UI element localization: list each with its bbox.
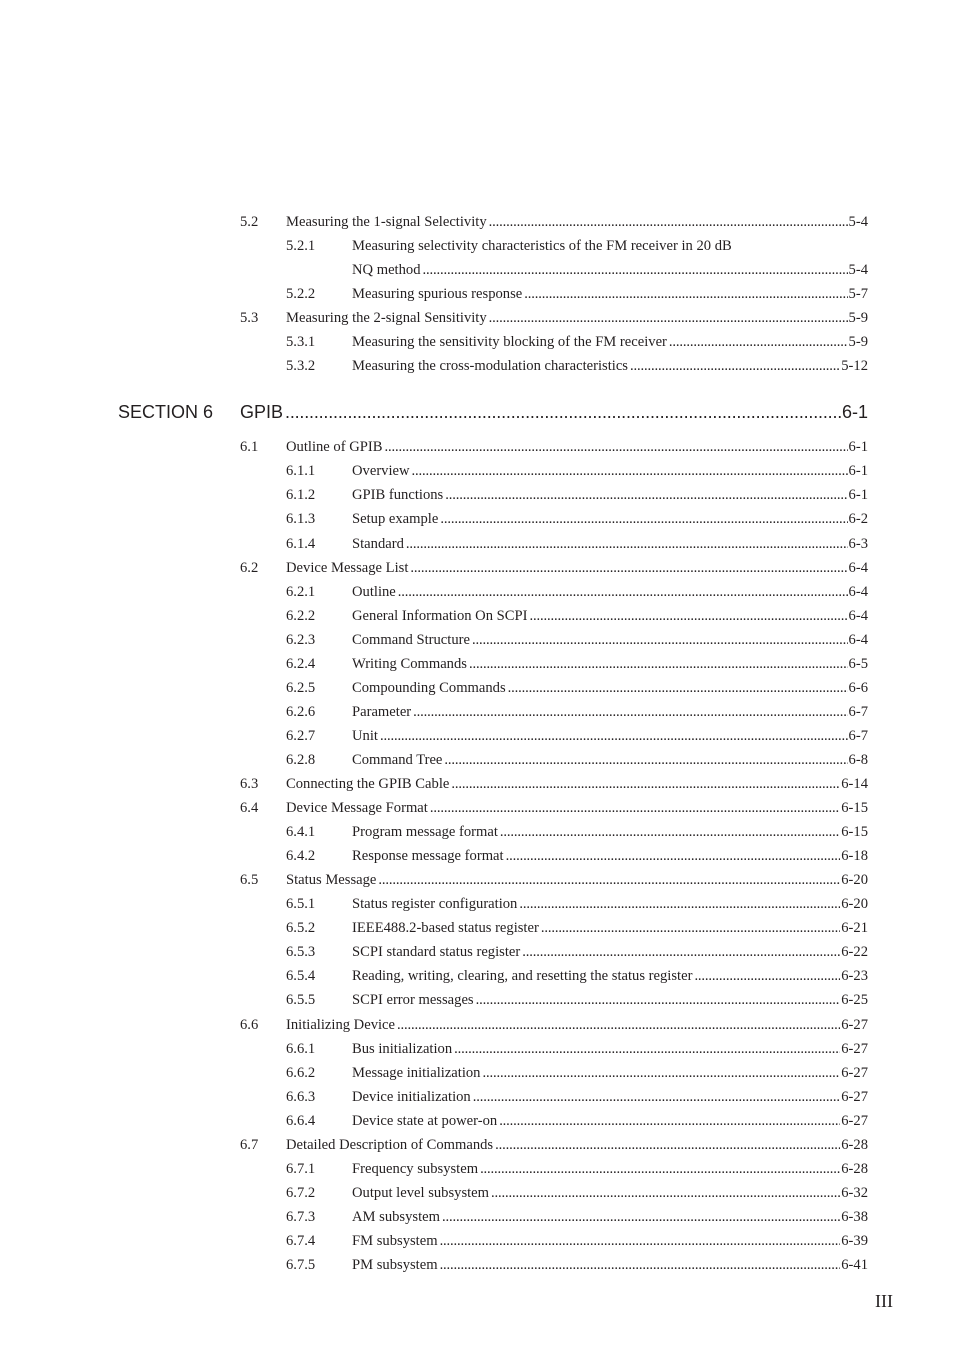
toc-entry-title: Outline of GPIB (286, 439, 383, 455)
dot-leader (285, 400, 841, 424)
toc-entry[interactable] (286, 1207, 868, 1227)
toc-entry[interactable] (286, 918, 868, 938)
toc-entry[interactable] (286, 606, 868, 626)
toc-entry-page: 6-15 (841, 800, 868, 816)
toc-entry-number: 6.2.3 (286, 632, 316, 648)
toc-entry-page: 6-7 (848, 704, 868, 720)
toc-entry-number: 6.5.5 (286, 992, 316, 1008)
toc-section-entry[interactable] (118, 400, 868, 424)
toc-entry[interactable] (240, 1015, 868, 1035)
toc-entry[interactable] (286, 678, 868, 698)
toc-entry-page: 6-28 (841, 1137, 868, 1153)
toc-entry-number: 6.7 (240, 1137, 259, 1153)
toc-entry-number: 6.5.1 (286, 896, 316, 912)
toc-entry[interactable] (240, 774, 868, 794)
toc-entry[interactable] (286, 1111, 868, 1131)
toc-entry[interactable] (286, 509, 868, 529)
toc-entry-title: General Information On SCPI (352, 608, 528, 624)
toc-entry-page: 6-27 (841, 1113, 868, 1129)
toc-entry[interactable] (286, 966, 868, 986)
toc-entry-title: Measuring the cross-modulation characteristics (352, 358, 628, 374)
toc-entry-title: Frequency subsystem (352, 1161, 479, 1177)
toc-entry-title: Initializing Device (286, 1017, 396, 1033)
toc-entry[interactable] (286, 332, 868, 352)
toc-entry[interactable] (286, 942, 868, 962)
toc-entry-page: 6-2 (848, 511, 868, 527)
toc-entry-title: Writing Commands (352, 656, 467, 672)
toc-entry-title: AM subsystem (352, 1209, 440, 1225)
dot-leader (489, 212, 848, 232)
toc-entry-number: 6.2.4 (286, 656, 316, 672)
toc-entry-title: Status Message (286, 872, 377, 888)
toc-entry-number: 6.5.2 (286, 920, 316, 936)
toc-entry-page: 5-9 (848, 310, 868, 326)
toc-entry-number: 5.2.2 (286, 286, 316, 302)
toc-entry-number: 6.7.5 (286, 1257, 316, 1273)
toc-entry[interactable] (286, 356, 868, 376)
toc-entry-number: 6.1.3 (286, 511, 316, 527)
toc-entry-page: 6-32 (841, 1185, 868, 1201)
toc-entry-page: 6-27 (841, 1065, 868, 1081)
toc-entry-number: 6.4.2 (286, 848, 316, 864)
dot-leader (489, 308, 848, 328)
toc-entry-page: 6-8 (848, 752, 868, 768)
toc-entry[interactable] (286, 894, 868, 914)
dot-leader (669, 332, 848, 352)
toc-entry-page: 5-7 (848, 286, 868, 302)
toc-entry-title: Detailed Description of Commands (286, 1137, 494, 1153)
toc-entry-number: 6.6 (240, 1017, 259, 1033)
toc-entry-title: Overview (352, 463, 410, 479)
toc-entry-number: 6.1.4 (286, 536, 316, 552)
toc-entry[interactable] (286, 726, 868, 746)
toc-entry[interactable] (286, 284, 868, 304)
toc-entry[interactable] (286, 1159, 868, 1179)
dot-leader (397, 1015, 840, 1035)
toc-entry-page: 6-4 (848, 608, 868, 624)
toc-entry-page: 6-4 (848, 560, 868, 576)
toc-entry[interactable] (286, 1039, 868, 1059)
dot-leader (440, 1255, 841, 1275)
toc-entry-page: 6-15 (841, 824, 868, 840)
toc-entry-page: 6-27 (841, 1017, 868, 1033)
dot-leader (530, 606, 848, 626)
dot-leader (506, 846, 841, 866)
toc-entry-page: 6-28 (841, 1161, 868, 1177)
dot-leader (380, 726, 848, 746)
toc-entry-number: 6.6.3 (286, 1089, 316, 1105)
toc-entry-page: 5-4 (848, 262, 868, 278)
dot-leader (630, 356, 840, 376)
toc-entry-number: 6.2.8 (286, 752, 316, 768)
dot-leader (384, 437, 847, 457)
toc-entry-page: 6-1 (848, 463, 868, 479)
toc-entry[interactable] (286, 1231, 868, 1251)
toc-entry[interactable] (286, 1087, 868, 1107)
toc-entry-title: Output level subsystem (352, 1185, 490, 1201)
toc-entry-page: 6-41 (841, 1257, 868, 1273)
toc-entry[interactable] (286, 654, 868, 674)
dot-leader (473, 1087, 841, 1107)
toc-entry-number: 5.3.2 (286, 358, 316, 374)
dot-leader (442, 1207, 840, 1227)
toc-entry-number: 6.5.4 (286, 968, 316, 984)
toc-entry-title: Setup example (352, 511, 439, 527)
toc-entry-title: Unit (352, 728, 378, 744)
toc-entry-number: 6.7.1 (286, 1161, 316, 1177)
toc-entry-title: Device initialization (352, 1089, 471, 1105)
toc-entry-number: 6.5.3 (286, 944, 316, 960)
toc-entry-title: FM subsystem (352, 1233, 438, 1249)
toc-entry-page: 6-5 (848, 656, 868, 672)
toc-entry[interactable] (286, 702, 868, 722)
toc-entry-title: Bus initialization (352, 1041, 453, 1057)
toc-entry-page: 5-4 (848, 214, 868, 230)
toc-entry-page: 6-1 (848, 439, 868, 455)
toc-entry-title: Connecting the GPIB Cable (286, 776, 450, 792)
toc-entry-page: 5-9 (848, 334, 868, 350)
toc-entry-page: 5-12 (841, 358, 868, 374)
toc-entry-title: GPIB functions (352, 487, 444, 503)
toc-entry-page: 6-14 (841, 776, 868, 792)
toc-entry[interactable] (286, 485, 868, 505)
toc-entry-title: Device state at power-on (352, 1113, 498, 1129)
toc-entry-number: 6.2 (240, 560, 259, 576)
toc-entry-title: Standard (352, 536, 404, 552)
toc-entry-title: Command Structure (352, 632, 470, 648)
toc-entry-page: 6-20 (841, 872, 868, 888)
toc-entry-page: 6-18 (841, 848, 868, 864)
toc-entry-title: GPIB (240, 402, 284, 422)
dot-leader (444, 750, 847, 770)
toc-entry-page: 6-22 (841, 944, 868, 960)
toc-entry-title: PM subsystem (352, 1257, 438, 1273)
dot-leader (451, 774, 840, 794)
toc-entry-page: 6-39 (841, 1233, 868, 1249)
toc-entry[interactable] (286, 582, 868, 602)
toc-entry-number: 6.2.7 (286, 728, 316, 744)
toc-entry-title: Program message format (352, 824, 498, 840)
toc-entry-page: 6-23 (841, 968, 868, 984)
toc-entry-title-continuation: NQ method (352, 262, 421, 278)
toc-entry-number: 5.2.1 (286, 238, 316, 254)
toc-entry[interactable] (286, 990, 868, 1010)
toc-entry-title: Command Tree (352, 752, 443, 768)
dot-leader (495, 1135, 840, 1155)
dot-leader (440, 1231, 841, 1251)
toc-entry-page: 6-4 (848, 584, 868, 600)
toc-entry-number: 6.1.1 (286, 463, 316, 479)
toc-entry-page: 6-7 (848, 728, 868, 744)
toc-entry-number: 5.3 (240, 310, 259, 326)
toc-entry-page: 6-27 (841, 1041, 868, 1057)
toc-entry-number: 6.2.5 (286, 680, 316, 696)
toc-entry-number: 6.4.1 (286, 824, 316, 840)
toc-entry[interactable] (286, 1063, 868, 1083)
toc-entry-title: Measuring the sensitivity blocking of the FM receiver (352, 334, 667, 350)
toc-entry-title: Device Message List (286, 560, 409, 576)
toc-entry[interactable] (286, 750, 868, 770)
toc-entry-page: 6-21 (841, 920, 868, 936)
toc-entry[interactable] (240, 798, 868, 818)
toc-entry[interactable] (286, 846, 868, 866)
dot-leader (412, 461, 848, 481)
dot-leader (378, 870, 840, 890)
dot-leader (480, 1159, 840, 1179)
dot-leader (406, 534, 848, 554)
toc-entry-number: 6.6.2 (286, 1065, 316, 1081)
toc-entry[interactable] (286, 630, 868, 650)
toc-entry-title: Message initialization (352, 1065, 481, 1081)
toc-entry[interactable] (240, 870, 868, 890)
toc-entry[interactable] (286, 534, 868, 554)
toc-entry[interactable] (240, 558, 868, 578)
toc-entry-number: 6.6.4 (286, 1113, 316, 1129)
dot-leader (476, 990, 841, 1010)
toc-entry-number: 6.7.4 (286, 1233, 316, 1249)
dot-leader (454, 1039, 840, 1059)
toc-entry-title: Reading, writing, clearing, and resetting the status register (352, 968, 693, 984)
dot-leader (472, 630, 848, 650)
toc-entry-number: 5.3.1 (286, 334, 316, 350)
toc-entry-number: 6.4 (240, 800, 259, 816)
dot-leader (440, 509, 847, 529)
toc-entry-title: Measuring selectivity characteristics of the FM receiver in 20 dB (352, 238, 732, 254)
dot-leader (482, 1063, 840, 1083)
toc-entry[interactable] (240, 1135, 868, 1155)
dot-leader (469, 654, 848, 674)
toc-entry[interactable] (286, 1183, 868, 1203)
dot-leader (499, 1111, 840, 1131)
dot-leader (541, 918, 840, 938)
toc-entry[interactable] (240, 212, 868, 232)
toc-entry-title: Compounding Commands (352, 680, 506, 696)
dot-leader (500, 822, 840, 842)
toc-entry[interactable] (240, 437, 868, 457)
toc-entry-page: 6-38 (841, 1209, 868, 1225)
toc-entry-page: 6-27 (841, 1089, 868, 1105)
toc-entry-title: Outline (352, 584, 396, 600)
toc-entry-title: SCPI standard status register (352, 944, 521, 960)
dot-leader (694, 966, 840, 986)
toc-entry-title: Device Message Format (286, 800, 428, 816)
toc-entry[interactable] (286, 236, 868, 280)
toc-entry-title: IEEE488.2-based status register (352, 920, 539, 936)
toc-entry-number: 6.2.2 (286, 608, 316, 624)
toc-entry-title: Measuring the 2-signal Sensitivity (286, 310, 487, 326)
dot-leader (430, 798, 840, 818)
dot-leader (423, 260, 848, 280)
toc-entry-number: 6.3 (240, 776, 259, 792)
toc-entry-number: 6.7.3 (286, 1209, 316, 1225)
dot-leader (522, 942, 840, 962)
toc-entry-title: Status register configuration (352, 896, 518, 912)
toc-entry-number: 5.2 (240, 214, 259, 230)
dot-leader (508, 678, 848, 698)
toc-entry-page: 6-3 (848, 536, 868, 552)
dot-leader (398, 582, 848, 602)
toc-entry-page: 6-6 (848, 680, 868, 696)
toc-entry-page: 6-1 (848, 487, 868, 503)
toc-entry[interactable] (286, 461, 868, 481)
toc-entry-number: 6.1.2 (286, 487, 316, 503)
toc-entry-title: Parameter (352, 704, 412, 720)
page-number: III (875, 1291, 893, 1311)
toc-entry-title: Response message format (352, 848, 504, 864)
toc-entry-page: 6-25 (841, 992, 868, 1008)
dot-leader (445, 485, 847, 505)
toc-entry-page: 6-4 (848, 632, 868, 648)
toc-entry-page: 6-1 (841, 402, 868, 422)
toc-entry-title: Measuring spurious response (352, 286, 523, 302)
toc-entry-title: Measuring the 1-signal Selectivity (286, 214, 487, 230)
toc-entry-title: SCPI error messages (352, 992, 474, 1008)
toc-entry-number: 6.6.1 (286, 1041, 316, 1057)
toc-entry-number: 6.2.1 (286, 584, 316, 600)
dot-leader (413, 702, 847, 722)
toc-entry-number: 6.1 (240, 439, 259, 455)
toc-entry-number: 6.7.2 (286, 1185, 316, 1201)
toc-entry[interactable] (240, 308, 868, 328)
dot-leader (410, 558, 847, 578)
toc-entry[interactable] (286, 822, 868, 842)
toc-entry-number: SECTION 6 (118, 402, 214, 422)
dot-leader (491, 1183, 840, 1203)
toc-entry[interactable] (286, 1255, 868, 1275)
toc-entry-page: 6-20 (841, 896, 868, 912)
toc-entry-number: 6.5 (240, 872, 259, 888)
dot-leader (524, 284, 847, 304)
dot-leader (519, 894, 840, 914)
toc-entry-number: 6.2.6 (286, 704, 316, 720)
